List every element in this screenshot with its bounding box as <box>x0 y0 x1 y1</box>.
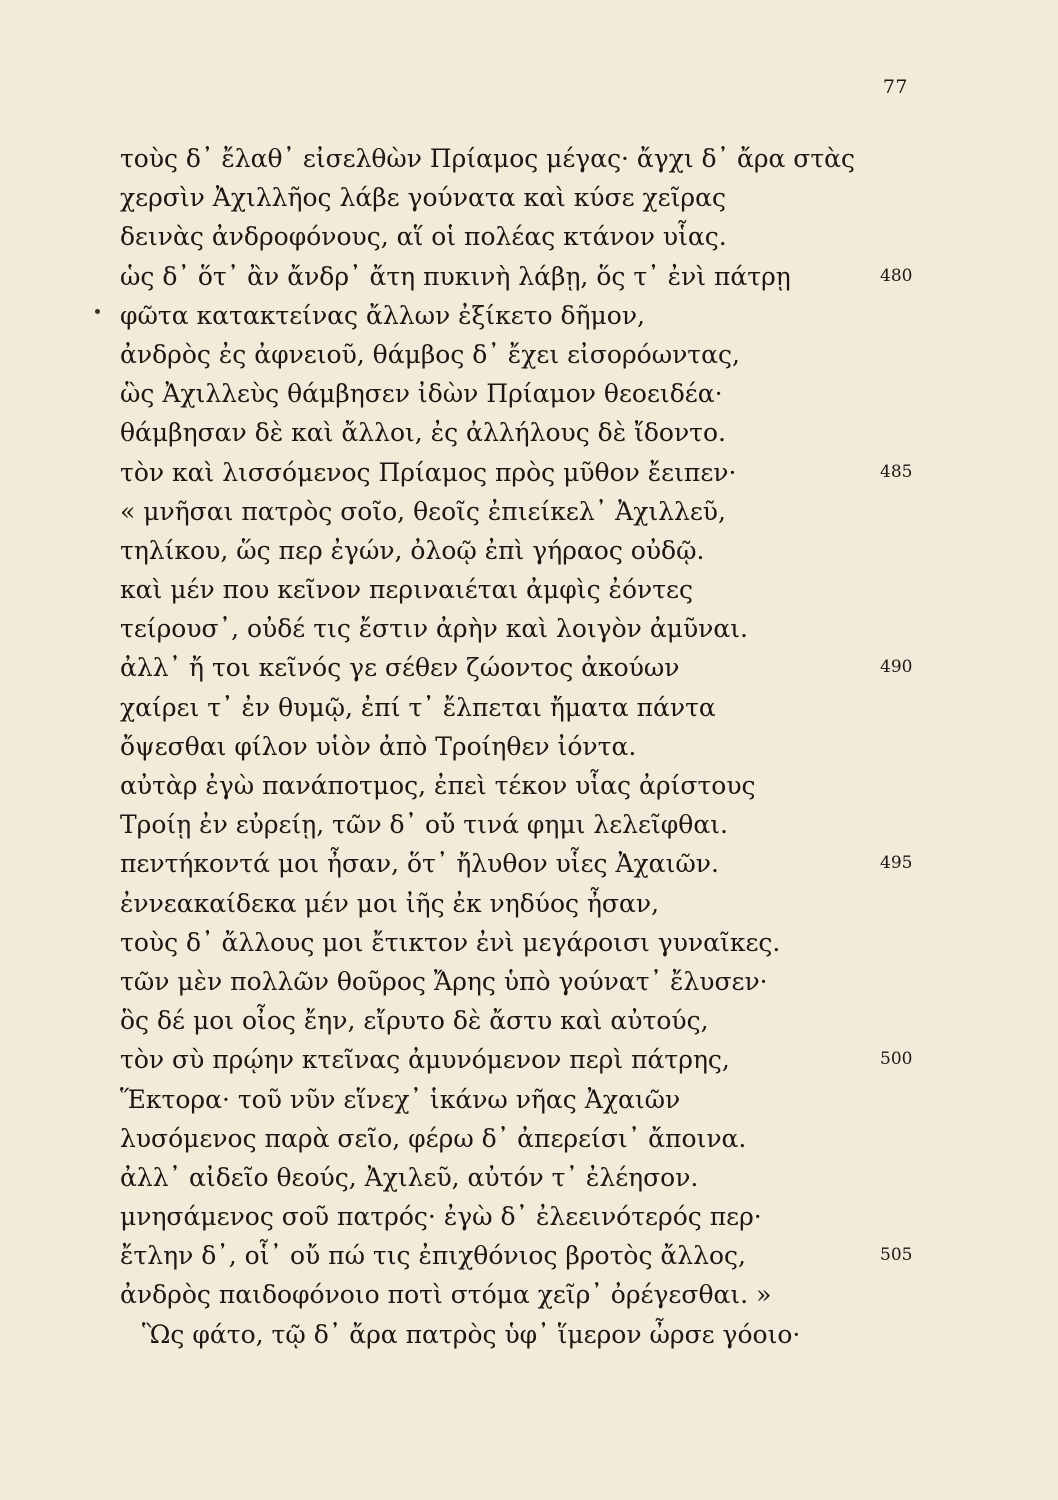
verse-text: τοὺς δ᾽ ἄλλους μοι ἔτικτον ἐνὶ μεγάροισι γυναῖκες. <box>120 927 781 957</box>
verse-line <box>120 688 920 727</box>
verse-text: χαίρει τ᾽ ἐν θυμῷ, ἐπί τ᾽ ἔλπεται ἤματα πάντα <box>120 692 716 722</box>
verse-line <box>120 257 920 296</box>
verse-text: Ὣς φάτο, τῷ δ᾽ ἄρα πατρὸς ὑφ᾽ ἵμερον ὦρσε γόοιο· <box>142 1319 801 1349</box>
verse-text: ὣς Ἀχιλλεὺς θάμβησεν ἰδὼν Πρίαμον θεοειδέα· <box>120 379 723 409</box>
verse-line <box>120 335 920 374</box>
verse-text: τῶν μὲν πολλῶν θοῦρος Ἄρης ὑπὸ γούνατ᾽ ἔλυσεν· <box>120 966 768 996</box>
verse-line <box>120 648 920 687</box>
verse-line <box>120 766 920 805</box>
verse-text: ἐννεακαίδεκα μέν μοι ἰῆς ἐκ νηδύος ἦσαν, <box>120 888 660 918</box>
verse-line <box>120 217 920 256</box>
verse-text: ἀλλ᾽ ἤ τοι κεῖνός γε σέθεν ζώοντος ἀκούων <box>120 653 680 683</box>
verse-text: λυσόμενος παρὰ σεῖο, φέρω δ᾽ ἀπερείσι᾽ ἄποινα. <box>120 1123 747 1153</box>
line-number: 490 <box>880 657 913 678</box>
verse-line <box>120 139 920 178</box>
line-number: 495 <box>880 853 913 874</box>
verse-text: μνησάμενος σοῦ πατρός· ἐγὼ δ᾽ ἐλεεινότερός περ· <box>120 1202 762 1232</box>
verse-line <box>120 296 920 335</box>
verse-text: καὶ μέν που κεῖνον περιναιέται ἀμφὶς ἐόντες <box>120 575 694 605</box>
verse-text: φῶτα κατακτείνας ἄλλων ἐξίκετο δῆμον, <box>120 300 645 330</box>
verse-block <box>120 139 920 1354</box>
verse-line <box>120 884 920 923</box>
verse-text: ὡς δ᾽ ὅτ᾽ ἂν ἄνδρ᾽ ἄτη πυκινὴ λάβῃ, ὅς τ᾽ ἐνὶ πάτρῃ <box>120 261 791 291</box>
verse-text: θάμβησαν δὲ καὶ ἄλλοι, ἐς ἀλλήλους δὲ ἴδοντο. <box>120 418 726 448</box>
verse-line <box>120 609 920 648</box>
verse-text: ἀλλ᾽ αἰδεῖο θεούς, Ἀχιλεῦ, αὐτόν τ᾽ ἐλέησον. <box>120 1162 699 1192</box>
verse-line <box>120 374 920 413</box>
verse-line <box>120 1119 920 1158</box>
verse-line <box>120 492 920 531</box>
verse-line <box>120 178 920 217</box>
verse-text: τοὺς δ᾽ ἔλαθ᾽ εἰσελθὼν Πρίαμος μέγας· ἄγχι δ᾽ ἄρα στὰς <box>120 144 855 173</box>
verse-text: ἔτλην δ᾽, οἷ᾽ οὔ πώ τις ἐπιχθόνιος βροτὸς ἄλλος, <box>120 1241 747 1271</box>
verse-line <box>120 1158 920 1197</box>
verse-text: ὄψεσθαι φίλον υἱὸν ἀπὸ Τροίηθεν ἰόντα. <box>120 731 637 761</box>
verse-line <box>120 531 920 570</box>
verse-line <box>120 1001 920 1040</box>
margin-mark <box>95 309 100 314</box>
verse-text: ἀνδρὸς παιδοφόνοιο ποτὶ στόμα χεῖρ᾽ ὀρέγεσθαι. » <box>120 1280 772 1310</box>
verse-line <box>120 1236 920 1275</box>
verse-line <box>120 1040 920 1079</box>
verse-line <box>120 844 920 883</box>
verse-text: ὃς δέ μοι οἶος ἔην, εἴρυτο δὲ ἄστυ καὶ αὐτούς, <box>120 1006 709 1036</box>
line-number: 480 <box>880 265 913 286</box>
verse-text: τὸν καὶ λισσόμενος Πρίαμος πρὸς μῦθον ἔειπεν· <box>120 457 737 487</box>
page-number: 77 <box>882 76 908 98</box>
line-number: 485 <box>880 461 913 482</box>
verse-line <box>120 413 920 452</box>
verse-text: αὐτὰρ ἐγὼ πανάποτμος, ἐπεὶ τέκον υἷας ἀρίστους <box>120 771 756 800</box>
verse-line <box>120 1197 920 1236</box>
verse-line <box>120 923 920 962</box>
verse-text: τὸν σὺ πρῴην κτεῖνας ἀμυνόμενον περὶ πάτρης, <box>120 1045 730 1075</box>
verse-text: Ἕκτορα· τοῦ νῦν εἵνεχ᾽ ἱκάνω νῆας Ἀχαιῶν <box>120 1084 681 1114</box>
verse-text: ἀνδρὸς ἐς ἀφνειοῦ, θάμβος δ᾽ ἔχει εἰσορόωντας, <box>120 339 740 369</box>
verse-line <box>120 453 920 492</box>
verse-text: « μνῆσαι πατρὸς σοῖο, θεοῖς ἐπιείκελ᾽ Ἀχιλλεῦ, <box>120 496 726 526</box>
verse-line <box>120 570 920 609</box>
verse-text: τηλίκου, ὥς περ ἐγών, ὀλοῷ ἐπὶ γήραος οὐδῷ. <box>120 535 705 565</box>
verse-text: χερσὶν Ἀχιλλῆος λάβε γούνατα καὶ κύσε χεῖρας <box>120 183 727 213</box>
verse-text: Τροίῃ ἐν εὐρείῃ, τῶν δ᾽ οὔ τινά φημι λελεῖφθαι. <box>120 810 728 840</box>
line-number: 500 <box>880 1049 913 1070</box>
verse-text: τείρουσ᾽, οὐδέ τις ἔστιν ἀρὴν καὶ λοιγὸν ἀμῦναι. <box>120 614 748 644</box>
verse-line <box>120 727 920 766</box>
verse-line <box>120 1080 920 1119</box>
verse-line <box>120 962 920 1001</box>
verse-line <box>120 1315 920 1354</box>
verse-line <box>120 1275 920 1314</box>
line-number: 505 <box>880 1245 913 1266</box>
verse-text: δεινὰς ἀνδροφόνους, αἵ οἱ πολέας κτάνον υἷας. <box>120 222 727 252</box>
verse-text: πεντήκοντά μοι ἦσαν, ὅτ᾽ ἤλυθον υἷες Ἀχαιῶν. <box>120 849 719 879</box>
verse-line <box>120 805 920 844</box>
